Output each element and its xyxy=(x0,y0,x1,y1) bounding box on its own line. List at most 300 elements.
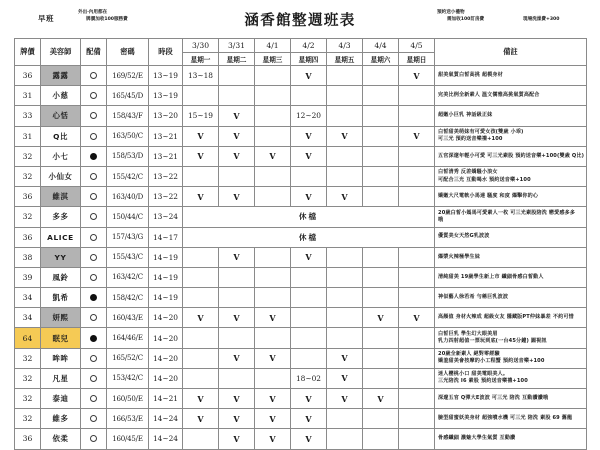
cell-day-1[interactable] xyxy=(219,267,255,287)
hollow-circle-icon xyxy=(90,415,97,422)
note-line-2: 三光陪洗 I6 素股 預約送音樂禮+100 xyxy=(438,378,528,385)
cell-day-3[interactable]: 18~02 xyxy=(291,368,327,388)
page-header xyxy=(0,0,600,36)
cell-day-4[interactable] xyxy=(327,166,363,186)
table-row[interactable] xyxy=(15,227,587,247)
cell-day-5[interactable] xyxy=(363,166,399,186)
cell-day-4[interactable] xyxy=(327,146,363,166)
cell-day-0[interactable]: 15~19 xyxy=(183,106,219,126)
table-row[interactable] xyxy=(15,106,587,126)
table-row[interactable] xyxy=(15,429,587,449)
cell-day-6[interactable] xyxy=(399,348,435,368)
cell-time-range: 13~24 xyxy=(149,207,183,227)
cell-stylist-name[interactable]: 多多 xyxy=(41,207,81,227)
cell-code: 164/46/E xyxy=(107,328,149,348)
cell-stylist-name[interactable]: 小七 xyxy=(41,146,81,166)
note-line-1: 高顏值 身材火辣成 超級女友 隱藏版PT仲妹暴差 不約可惜 xyxy=(438,314,574,321)
cell-day-6[interactable] xyxy=(399,146,435,166)
cell-day-2[interactable] xyxy=(255,86,291,106)
col-header-match: 配備 xyxy=(81,39,107,66)
cell-day-2[interactable]: V xyxy=(255,348,291,368)
cell-day-0[interactable] xyxy=(183,429,219,449)
cell-day-0[interactable] xyxy=(183,368,219,388)
col-header-time: 時段 xyxy=(149,39,183,66)
cell-day-6[interactable] xyxy=(399,267,435,287)
col-header-weekday-3: 星期四 xyxy=(291,52,327,66)
cell-day-0[interactable]: V xyxy=(183,409,219,429)
cell-day-2[interactable] xyxy=(255,247,291,267)
booking-note-line1: 預約送小禮物 xyxy=(437,10,465,15)
hollow-circle-icon xyxy=(90,395,97,402)
cell-note xyxy=(435,207,587,227)
cell-code: 155/43/C xyxy=(107,247,149,267)
cell-day-4[interactable] xyxy=(327,66,363,86)
cell-code: 160/43/E xyxy=(107,308,149,328)
cell-stylist-name[interactable]: 泰迪 xyxy=(41,389,81,409)
cell-match-indicator xyxy=(81,106,107,126)
col-header-date-5: 4/4 xyxy=(363,39,399,53)
cell-day-3[interactable]: V xyxy=(291,247,327,267)
note-line-2: 可配合三光 互動喝水 預約送音樂+100 xyxy=(438,176,531,183)
col-header-date-2: 4/1 xyxy=(255,39,291,53)
cell-note xyxy=(435,227,587,247)
cell-day-4[interactable] xyxy=(327,288,363,308)
table-row[interactable] xyxy=(15,187,587,207)
cell-day-0[interactable]: V xyxy=(183,126,219,146)
table-row[interactable] xyxy=(15,166,587,186)
cell-note xyxy=(435,66,587,86)
cell-day-2[interactable] xyxy=(255,368,291,388)
cell-day-5[interactable]: V xyxy=(363,308,399,328)
cell-day-0[interactable] xyxy=(183,86,219,106)
cell-match-indicator xyxy=(81,328,107,348)
col-header-name: 美容師 xyxy=(41,39,81,66)
cell-day-0[interactable]: V xyxy=(183,308,219,328)
cell-day-1[interactable]: V xyxy=(219,247,255,267)
table-row[interactable] xyxy=(15,389,587,409)
cell-day-1[interactable]: V xyxy=(219,409,255,429)
col-header-code: 密碼 xyxy=(107,39,149,66)
cell-match-indicator xyxy=(81,308,107,328)
cell-day-3[interactable]: V xyxy=(291,409,327,429)
cell-time-range: 14~17 xyxy=(149,227,183,247)
cell-day-3[interactable] xyxy=(291,86,327,106)
cell-day-1[interactable]: V xyxy=(219,146,255,166)
cell-day-2[interactable] xyxy=(255,126,291,146)
hollow-circle-icon xyxy=(90,173,97,180)
cell-note xyxy=(435,288,587,308)
cell-day-0[interactable] xyxy=(183,328,219,348)
cell-match-indicator xyxy=(81,409,107,429)
cell-day-2[interactable]: V xyxy=(255,409,291,429)
cell-day-4[interactable] xyxy=(327,86,363,106)
header-row-dates xyxy=(15,39,587,53)
cell-time-range: 13~21 xyxy=(149,146,183,166)
cell-day-3[interactable]: V xyxy=(291,66,327,86)
cell-price: 31 xyxy=(15,86,41,106)
cell-time-range: 14~19 xyxy=(149,288,183,308)
cell-time-range: 14~20 xyxy=(149,348,183,368)
cell-note xyxy=(435,106,587,126)
table-row[interactable] xyxy=(15,308,587,328)
cell-day-5[interactable] xyxy=(363,328,399,348)
note-line-1: 白皙清秀 反差嬌騷小浪女 xyxy=(438,169,498,176)
cell-day-1[interactable] xyxy=(219,86,255,106)
cell-day-6[interactable] xyxy=(399,247,435,267)
cell-day-1[interactable] xyxy=(219,166,255,186)
cell-match-indicator xyxy=(81,389,107,409)
cell-code: 160/45/E xyxy=(107,429,149,449)
cell-time-range: 14~20 xyxy=(149,328,183,348)
cell-day-6[interactable] xyxy=(399,187,435,207)
cell-day-2[interactable] xyxy=(255,328,291,348)
hollow-circle-icon xyxy=(90,133,97,140)
cell-day-3[interactable]: V xyxy=(291,389,327,409)
cell-day-5[interactable] xyxy=(363,409,399,429)
cell-time-range: 14~21 xyxy=(149,389,183,409)
cell-price: 32 xyxy=(15,146,41,166)
cell-stylist-name[interactable]: 凡星 xyxy=(41,368,81,388)
cell-day-0[interactable]: V xyxy=(183,146,219,166)
cell-day-6[interactable] xyxy=(399,106,435,126)
cell-stylist-name[interactable]: 維淇 xyxy=(41,187,81,207)
cell-day-5[interactable] xyxy=(363,66,399,86)
shift-label: 早班 xyxy=(38,14,54,23)
cell-day-2[interactable] xyxy=(255,187,291,207)
cell-code: 158/53/D xyxy=(107,146,149,166)
cell-day-1[interactable]: V xyxy=(219,348,255,368)
cell-day-4[interactable] xyxy=(327,106,363,126)
cell-time-range: 13~19 xyxy=(149,66,183,86)
cell-day-4[interactable]: V xyxy=(327,126,363,146)
cell-note xyxy=(435,267,587,287)
col-header-date-4: 4/3 xyxy=(327,39,363,53)
schedule-table xyxy=(14,38,587,450)
note-line-1: 甜美氣質白皙高挑 超模身材 xyxy=(438,71,503,78)
col-header-note: 備註 xyxy=(435,39,587,66)
cell-day-5[interactable]: V xyxy=(363,389,399,409)
cell-day-0[interactable] xyxy=(183,288,219,308)
cell-day-6[interactable]: V xyxy=(399,126,435,146)
table-row[interactable] xyxy=(15,267,587,287)
cell-code: 158/42/C xyxy=(107,288,149,308)
cell-price: 36 xyxy=(15,187,41,207)
note-line-1: 超嫩小巨乳 神話級正妹 xyxy=(438,112,493,119)
cell-price: 32 xyxy=(15,368,41,388)
table-row[interactable] xyxy=(15,207,587,227)
cell-note xyxy=(435,146,587,166)
table-row[interactable] xyxy=(15,409,587,429)
note-line-1: 清純甜美 19歲學生新上市 纖細骨感白皙動人 xyxy=(438,273,544,280)
cell-day-6[interactable] xyxy=(399,409,435,429)
note-line-1: 深邃五官 Q彈大E波波 可三光 陪洗 互動讚讚哦 xyxy=(438,394,549,401)
cell-day-4[interactable] xyxy=(327,328,363,348)
cell-note xyxy=(435,368,587,388)
service-note-line2: 牌價加收100服務費 xyxy=(86,17,128,23)
hollow-circle-icon xyxy=(90,435,97,442)
col-header-price: 牌價 xyxy=(15,39,41,66)
note-line-1: 臉型甜蜜妖美身材 超強噴水機 可三光 陪洗 素股 69 舊龍 xyxy=(438,415,573,422)
cell-price: 38 xyxy=(15,247,41,267)
cell-day-1[interactable] xyxy=(219,66,255,86)
filled-circle-icon xyxy=(90,294,97,301)
table-row[interactable] xyxy=(15,66,587,86)
cell-stylist-name[interactable]: 小仙女 xyxy=(41,166,81,186)
table-row[interactable] xyxy=(15,348,587,368)
cell-day-5[interactable] xyxy=(363,267,399,287)
note-line-2: 可三光 預約送音樂禮+100 xyxy=(438,136,503,143)
col-header-date-6: 4/5 xyxy=(399,39,435,53)
cell-day-5[interactable] xyxy=(363,429,399,449)
cell-code: 157/43/G xyxy=(107,227,149,247)
cell-note xyxy=(435,187,587,207)
note-line-1: 迷人櫻桃小口 甜美電眼美人。 xyxy=(438,371,509,378)
schedule-table-wrap xyxy=(14,38,586,450)
cell-day-4[interactable]: V xyxy=(327,187,363,207)
cell-time-range: 13~19 xyxy=(149,86,183,106)
cell-day-4[interactable]: V xyxy=(327,389,363,409)
cell-stylist-name[interactable]: 依柔 xyxy=(41,429,81,449)
cell-price: 36 xyxy=(15,66,41,86)
cell-day-0[interactable]: V xyxy=(183,389,219,409)
cell-code: 153/42/C xyxy=(107,368,149,388)
cell-match-indicator xyxy=(81,227,107,247)
cell-code: 163/40/D xyxy=(107,187,149,207)
cell-note xyxy=(435,166,587,186)
cell-time-range: 14~24 xyxy=(149,429,183,449)
note-line-1: 神似藝人徐若希 勻稱巨乳波波 xyxy=(438,293,509,300)
cell-day-4[interactable] xyxy=(327,409,363,429)
cell-note xyxy=(435,86,587,106)
note-line-1: 嬌嫩大尺電軟小馬達 騷度 和度 爆擊你的心 xyxy=(438,193,539,200)
cell-day-3[interactable] xyxy=(291,166,327,186)
cell-day-3[interactable]: V xyxy=(291,429,327,449)
cell-day-4[interactable] xyxy=(327,247,363,267)
table-row[interactable] xyxy=(15,328,587,348)
cell-time-range: 13~20 xyxy=(149,106,183,126)
cell-price: 34 xyxy=(15,308,41,328)
cell-stylist-name[interactable]: 心恬 xyxy=(41,106,81,126)
table-row[interactable] xyxy=(15,247,587,267)
cell-day-0[interactable]: V xyxy=(183,187,219,207)
cell-day-5[interactable] xyxy=(363,187,399,207)
cell-day-4[interactable] xyxy=(327,429,363,449)
cell-code: 160/50/E xyxy=(107,389,149,409)
table-head xyxy=(15,39,587,66)
cell-stylist-name[interactable]: 妍熙 xyxy=(41,308,81,328)
cell-time-range: 14~20 xyxy=(149,368,183,388)
cell-note xyxy=(435,126,587,146)
col-header-weekday-6: 星期日 xyxy=(399,52,435,66)
cell-code: 166/53/E xyxy=(107,409,149,429)
cell-day-2[interactable]: V xyxy=(255,146,291,166)
cell-day-1[interactable]: V xyxy=(219,389,255,409)
cell-day-6[interactable] xyxy=(399,86,435,106)
cell-day-2[interactable] xyxy=(255,106,291,126)
cell-day-6[interactable] xyxy=(399,429,435,449)
note-line-1: 完美比例全新素人 溫文儒雅高挑氣質高配合 xyxy=(438,92,540,99)
cell-stylist-name[interactable]: Q比 xyxy=(41,126,81,146)
cell-day-2[interactable]: V xyxy=(255,429,291,449)
cell-day-6[interactable] xyxy=(399,368,435,388)
cell-day-3[interactable]: V xyxy=(291,146,327,166)
cell-code: 165/45/D xyxy=(107,86,149,106)
cell-note xyxy=(435,348,587,368)
cell-day-3[interactable]: 12~20 xyxy=(291,106,327,126)
cell-day-0[interactable] xyxy=(183,247,219,267)
cell-day-1[interactable]: V xyxy=(219,429,255,449)
cell-day-2[interactable] xyxy=(255,267,291,287)
cell-match-indicator xyxy=(81,146,107,166)
cell-note xyxy=(435,328,587,348)
cell-day-5[interactable] xyxy=(363,368,399,388)
cell-day-6[interactable] xyxy=(399,166,435,186)
cell-day-5[interactable] xyxy=(363,146,399,166)
cell-day-0[interactable] xyxy=(183,267,219,287)
cell-day-1[interactable] xyxy=(219,288,255,308)
cell-code: 163/42/C xyxy=(107,267,149,287)
cell-code: 165/52/C xyxy=(107,348,149,368)
note-line-2: 乳力四射超值一票玩到底(一台45分鐘) 圓視訊 xyxy=(438,338,547,345)
cell-time-range: 14~24 xyxy=(149,409,183,429)
cell-match-indicator xyxy=(81,429,107,449)
service-note-line1: 外出‧內用都在 xyxy=(78,10,108,15)
cell-stylist-name[interactable]: 小慈 xyxy=(41,86,81,106)
cell-stylist-name[interactable]: 眠兒 xyxy=(41,328,81,348)
cell-day-4[interactable]: V xyxy=(327,368,363,388)
hollow-circle-icon xyxy=(90,213,97,220)
cell-stylist-name[interactable]: YY xyxy=(41,247,81,267)
cell-day-5[interactable] xyxy=(363,348,399,368)
hollow-circle-icon xyxy=(90,274,97,281)
cell-price: 32 xyxy=(15,207,41,227)
cell-match-indicator xyxy=(81,267,107,287)
cell-stylist-name[interactable]: 維多 xyxy=(41,409,81,429)
cell-time-range: 13~22 xyxy=(149,166,183,186)
note-line-1: 爆漿火辣極學生妹 xyxy=(438,253,480,260)
cell-day-3[interactable] xyxy=(291,267,327,287)
table-row[interactable] xyxy=(15,368,587,388)
cell-day-2[interactable]: V xyxy=(255,308,291,328)
cell-day-1[interactable]: V xyxy=(219,308,255,328)
cell-price: 36 xyxy=(15,227,41,247)
cell-price: 33 xyxy=(15,106,41,126)
note-line-2: 嬌羞甜美會按摩的小工程蟹 預約送音樂+100 xyxy=(438,358,545,365)
cell-day-3[interactable] xyxy=(291,348,327,368)
cell-day-4[interactable] xyxy=(327,308,363,328)
cell-match-indicator xyxy=(81,368,107,388)
filled-circle-icon xyxy=(90,335,97,342)
note-line-1: 20歲白皙小媽馬可愛素人一枚 可三光素股陪洗 戀愛感多多 xyxy=(438,209,576,216)
cell-day-1[interactable]: V xyxy=(219,187,255,207)
cell-day-1[interactable] xyxy=(219,328,255,348)
cell-day-2[interactable]: V xyxy=(255,389,291,409)
cell-time-range: 14~20 xyxy=(149,308,183,328)
table-row[interactable] xyxy=(15,288,587,308)
filled-circle-icon xyxy=(90,153,97,160)
cell-day-5[interactable] xyxy=(363,126,399,146)
cell-stylist-name[interactable]: 風鈴 xyxy=(41,267,81,287)
cell-note xyxy=(435,409,587,429)
cell-stylist-name[interactable]: 哞哞 xyxy=(41,348,81,368)
cell-match-indicator xyxy=(81,348,107,368)
hollow-circle-icon xyxy=(90,193,97,200)
table-row[interactable] xyxy=(15,86,587,106)
table-row[interactable] xyxy=(15,146,587,166)
cell-day-0[interactable]: 13~18 xyxy=(183,66,219,86)
cell-day-6[interactable] xyxy=(399,288,435,308)
cell-note xyxy=(435,429,587,449)
cell-day-3[interactable]: V xyxy=(291,187,327,207)
note-line-1: 白皙甜美萌妹有可愛女孩(雙歲 小乖) xyxy=(438,128,524,135)
cell-day-6[interactable]: V xyxy=(399,308,435,328)
cell-code: 163/50/C xyxy=(107,126,149,146)
cell-price: 64 xyxy=(15,328,41,348)
cell-note xyxy=(435,308,587,328)
cell-day-3[interactable] xyxy=(291,308,327,328)
hollow-circle-icon xyxy=(90,314,97,321)
table-row[interactable] xyxy=(15,126,587,146)
col-header-weekday-2: 星期三 xyxy=(255,52,291,66)
cell-day-5[interactable] xyxy=(363,86,399,106)
cell-day-3[interactable] xyxy=(291,328,327,348)
cell-day-3[interactable]: V xyxy=(291,126,327,146)
booking-note xyxy=(437,9,484,23)
cell-day-1[interactable] xyxy=(219,368,255,388)
cell-match-indicator xyxy=(81,187,107,207)
cell-day-1[interactable]: V xyxy=(219,106,255,126)
cell-day-2[interactable] xyxy=(255,66,291,86)
note-line-1: 20歲全新素人 絕對零經驗 xyxy=(438,350,500,357)
cell-rest-span: 休檔 xyxy=(183,227,435,247)
table-body xyxy=(15,66,587,450)
cell-day-4[interactable]: V xyxy=(327,348,363,368)
cell-day-5[interactable] xyxy=(363,288,399,308)
cell-price: 39 xyxy=(15,267,41,287)
cell-time-range: 14~19 xyxy=(149,247,183,267)
cell-day-1[interactable]: V xyxy=(219,126,255,146)
cell-day-2[interactable] xyxy=(255,166,291,186)
col-header-weekday-0: 星期一 xyxy=(183,52,219,66)
cell-code: 155/42/C xyxy=(107,166,149,186)
hollow-circle-icon xyxy=(90,112,97,119)
cell-match-indicator xyxy=(81,126,107,146)
cell-day-3[interactable] xyxy=(291,288,327,308)
cell-day-0[interactable] xyxy=(183,166,219,186)
cell-code: 150/44/C xyxy=(107,207,149,227)
cell-note xyxy=(435,389,587,409)
hollow-circle-icon xyxy=(90,355,97,362)
cell-day-6[interactable]: V xyxy=(399,66,435,86)
cell-stylist-name[interactable]: 凱希 xyxy=(41,288,81,308)
cell-price: 32 xyxy=(15,409,41,429)
cell-day-6[interactable] xyxy=(399,389,435,409)
cell-stylist-name[interactable]: ALICE xyxy=(41,227,81,247)
cell-match-indicator xyxy=(81,66,107,86)
cell-stylist-name[interactable]: 露露 xyxy=(41,66,81,86)
cell-time-range: 14~19 xyxy=(149,267,183,287)
cell-day-0[interactable] xyxy=(183,348,219,368)
cell-rest-span: 休檔 xyxy=(183,207,435,227)
cell-day-2[interactable] xyxy=(255,288,291,308)
cell-day-4[interactable] xyxy=(327,267,363,287)
cell-day-5[interactable] xyxy=(363,247,399,267)
cell-day-5[interactable] xyxy=(363,106,399,126)
cell-match-indicator xyxy=(81,207,107,227)
cell-day-6[interactable] xyxy=(399,328,435,348)
cell-match-indicator xyxy=(81,86,107,106)
cell-price: 32 xyxy=(15,389,41,409)
